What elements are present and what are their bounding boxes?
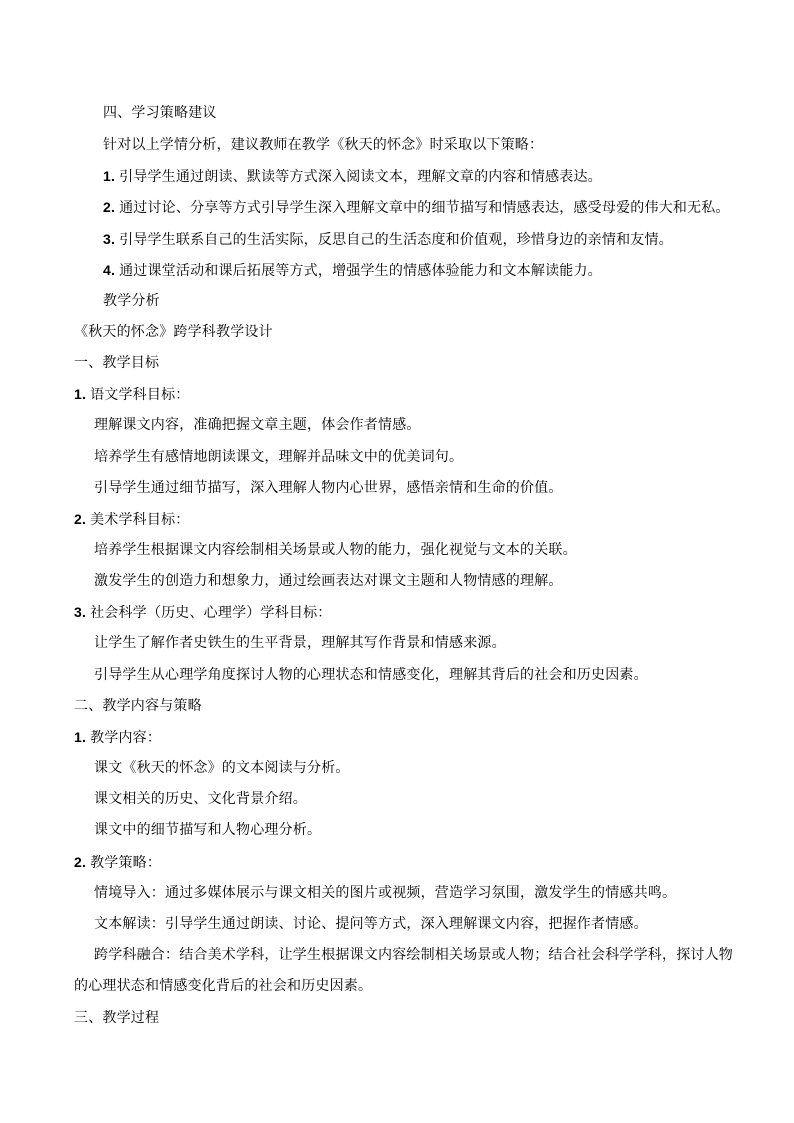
strategy-point: 情境导入：通过多媒体展示与课文相关的图片或视频，营造学习氛围，激发学生的情感共鸣。 [94, 885, 677, 901]
item-text: 通过课堂活动和课后拓展等方式，增强学生的情感体验能力和文本解读能力。 [119, 263, 602, 279]
item-number: 2. [74, 511, 87, 527]
subheading-label: 美术学科目标： [90, 512, 190, 528]
strategy-subheading [74, 853, 161, 872]
goal-subheading-art [74, 510, 189, 529]
subheading-label: 语文学科目标： [90, 387, 190, 403]
goal-point: 培养学生有感情地朗读课文，理解并品味文中的优美词句。 [94, 449, 464, 465]
item-number: 2. [103, 199, 116, 215]
content-point: 课文中的细节描写和人物心理分析。 [94, 822, 322, 838]
goal-point: 激发学生的创造力和想象力，通过绘画表达对课文主题和人物情感的理解。 [94, 573, 563, 589]
item-number: 3. [103, 231, 116, 247]
content-subheading [74, 728, 161, 747]
section-heading-goals: 一、教学目标 [74, 355, 160, 371]
subheading-label: 教学策略： [90, 855, 162, 871]
strategy-point-cross-line1: 跨学科融合：结合美术学科，让学生根据课文内容绘制相关场景或人物；结合社会科学学科，探讨人物 [94, 947, 733, 963]
teaching-analysis-label: 教学分析 [103, 293, 160, 309]
goal-point: 引导学生通过细节描写，深入理解人物内心世界，感悟亲情和生命的价值。 [94, 480, 563, 496]
item-number: 1. [103, 168, 116, 184]
strategy-item [103, 198, 730, 217]
item-text: 引导学生联系自己的生活实际，反思自己的生活态度和价值观，珍惜身边的亲情和友情。 [119, 232, 673, 248]
subheading-label: 教学内容： [90, 730, 162, 746]
strategy-point-cross-line2: 的心理状态和情感变化背后的社会和历史因素。 [74, 978, 373, 994]
goal-point: 理解课文内容，准确把握文章主题，体会作者情感。 [94, 417, 421, 433]
goal-point: 让学生了解作者史铁生的生平背景，理解其写作背景和情感来源。 [94, 635, 506, 651]
item-number: 3. [74, 604, 87, 620]
item-text: 引导学生通过朗读、默读等方式深入阅读文本，理解文章的内容和情感表达。 [119, 169, 602, 185]
section-heading-process: 三、教学过程 [74, 1010, 160, 1026]
strategy-item [103, 230, 673, 249]
section-heading-strategy: 四、学习策略建议 [103, 105, 217, 121]
item-number: 2. [74, 854, 87, 870]
item-number: 4. [103, 262, 116, 278]
strategy-intro: 针对以上学情分析，建议教师在教学《秋天的怀念》时采取以下策略： [103, 137, 544, 153]
subheading-label: 社会科学（历史、心理学）学科目标： [90, 605, 332, 621]
design-title: 《秋天的怀念》跨学科教学设计 [74, 324, 273, 340]
content-point: 课文《秋天的怀念》的文本阅读与分析。 [94, 760, 350, 776]
goal-subheading-social [74, 603, 331, 622]
strategy-item [103, 261, 602, 280]
section-heading-content: 二、教学内容与策略 [74, 698, 202, 714]
goal-subheading-chinese [74, 385, 189, 404]
goal-point: 引导学生从心理学角度探讨人物的心理状态和情感变化，理解其背后的社会和历史因素。 [94, 667, 648, 683]
strategy-point: 文本解读：引导学生通过朗读、讨论、提问等方式，深入理解课文内容，把握作者情感。 [94, 916, 648, 932]
item-text: 通过讨论、分享等方式引导学生深入理解文章中的细节描写和情感表达，感受母爱的伟大和无私。 [119, 200, 730, 216]
strategy-item [103, 167, 602, 186]
content-point: 课文相关的历史、文化背景介绍。 [94, 791, 307, 807]
item-number: 1. [74, 729, 87, 745]
item-number: 1. [74, 386, 87, 402]
goal-point: 培养学生根据课文内容绘制相关场景或人物的能力，强化视觉与文本的关联。 [94, 542, 577, 558]
